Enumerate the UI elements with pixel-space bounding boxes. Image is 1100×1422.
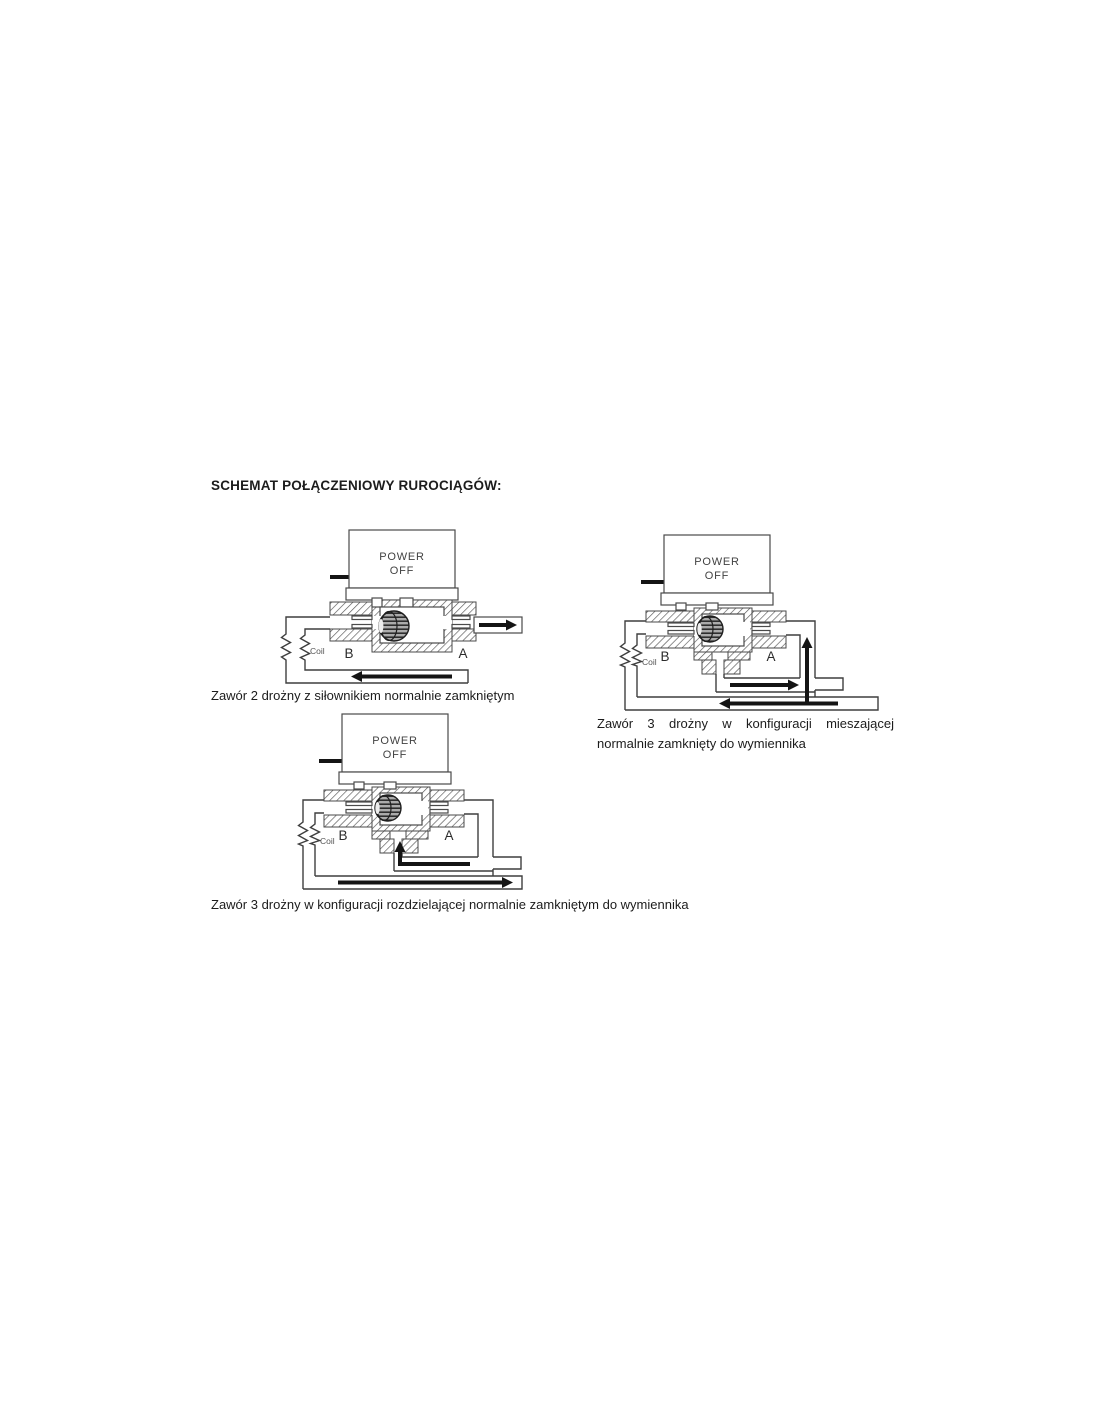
port-b-label: B — [660, 649, 670, 664]
exchanger-stub — [815, 678, 843, 690]
caption-valve-2way: Zawór 2 drożny z siłownikiem normalnie zamkniętym — [211, 688, 515, 703]
flow-arrow-up-into-valve — [400, 852, 470, 864]
exchanger-stub — [493, 857, 521, 869]
page-title: SCHEMAT POŁĄCZENIOWY RUROCIĄGÓW: — [211, 478, 502, 493]
valve-body — [330, 598, 476, 652]
valve-2way-diagram — [282, 530, 523, 683]
actuator-label-line2: OFF — [704, 570, 730, 582]
caption-valve-3way-mixing — [597, 714, 894, 754]
actuator-label-line2: OFF — [389, 565, 415, 577]
caption-valve-3way-diverting: Zawór 3 drożny w konfiguracji rozdzielającej normalnie zamkniętym do wymiennika — [211, 897, 689, 912]
actuator-label-line1: POWER — [379, 551, 425, 563]
port-a-label: A — [766, 649, 776, 664]
caption-line: Zawór 3 drożny w konfiguracji mieszającej — [597, 716, 894, 731]
port-a-label: A — [458, 646, 468, 661]
coil-label: Coil — [310, 646, 325, 656]
actuator-label-line1: POWER — [694, 556, 740, 568]
port-b-label: B — [344, 646, 354, 661]
coil-label: Coil — [642, 657, 657, 667]
caption-line: normalnie zamknięty do wymiennika — [597, 736, 806, 751]
